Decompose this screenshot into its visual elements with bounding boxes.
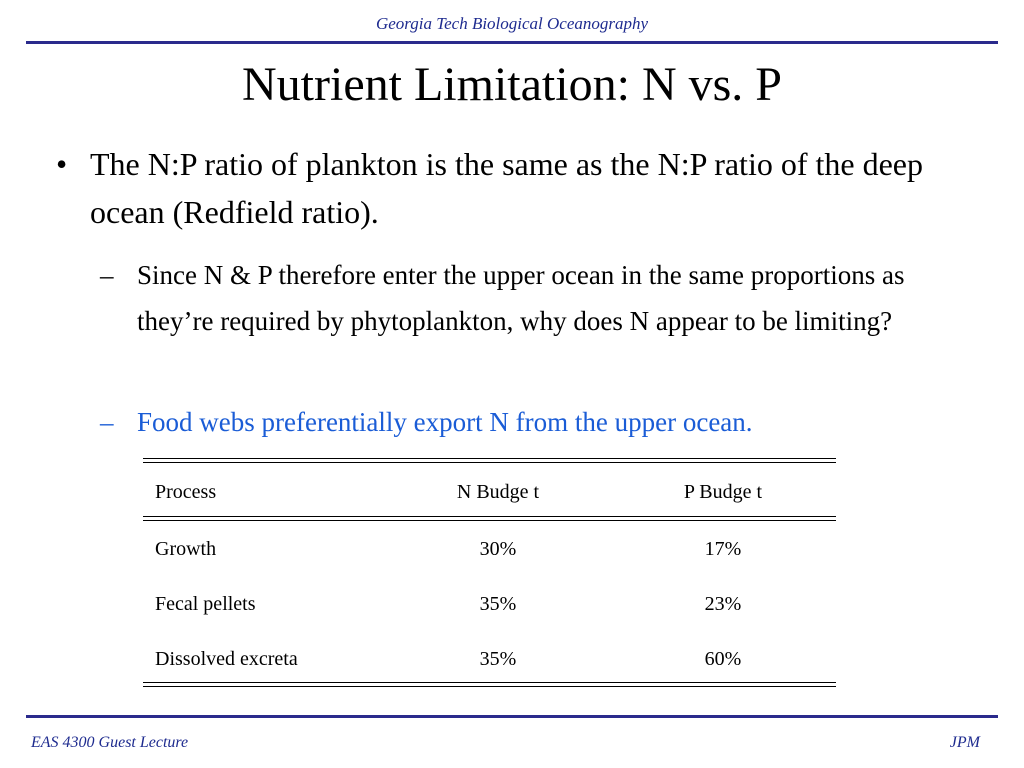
sub-bullet-dash: – xyxy=(100,407,114,437)
table-row-p-value: 23% xyxy=(704,593,742,615)
slide-title: Nutrient Limitation: N vs. P xyxy=(242,58,782,111)
table-header-process: Process xyxy=(155,481,217,503)
table-row-label: Fecal pellets xyxy=(155,593,256,615)
header-rule xyxy=(26,41,998,44)
sub-bullet-text: Since N & P therefore enter the upper ocean in the same proportions as they’re required by phytoplankton, why does N appear to be limiting? xyxy=(137,260,905,336)
table-row-n-value: 35% xyxy=(479,593,517,615)
budget-table xyxy=(143,458,836,690)
bullet-text: The N:P ratio of plankton is the same as the N:P ratio of the deep ocean (Redfield ratio). xyxy=(90,146,923,230)
slide-header: Georgia Tech Biological Oceanography xyxy=(375,14,649,33)
table-row-n-value: 30% xyxy=(479,538,517,560)
bullet-mark: • xyxy=(56,146,68,182)
table-row-p-value: 60% xyxy=(704,648,742,670)
table-row-n-value: 35% xyxy=(479,648,517,670)
sub-bullet-text: Food webs preferentially export N from the upper ocean. xyxy=(137,407,753,437)
table-row-label: Growth xyxy=(155,538,217,560)
table-row-p-value: 17% xyxy=(704,538,742,560)
table-top-rule xyxy=(143,458,836,463)
table-header-rule xyxy=(143,516,836,521)
footer-rule xyxy=(26,715,998,718)
table-header-n-budget: N Budge t xyxy=(456,481,540,503)
footer-course: EAS 4300 Guest Lecture xyxy=(31,734,189,751)
footer-author: JPM xyxy=(949,734,980,751)
sub-bullet-dash: – xyxy=(100,260,114,290)
table-header-p-budget: P Budge t xyxy=(683,481,763,503)
table-bottom-rule xyxy=(143,682,836,687)
table-row-label: Dissolved excreta xyxy=(155,648,298,670)
